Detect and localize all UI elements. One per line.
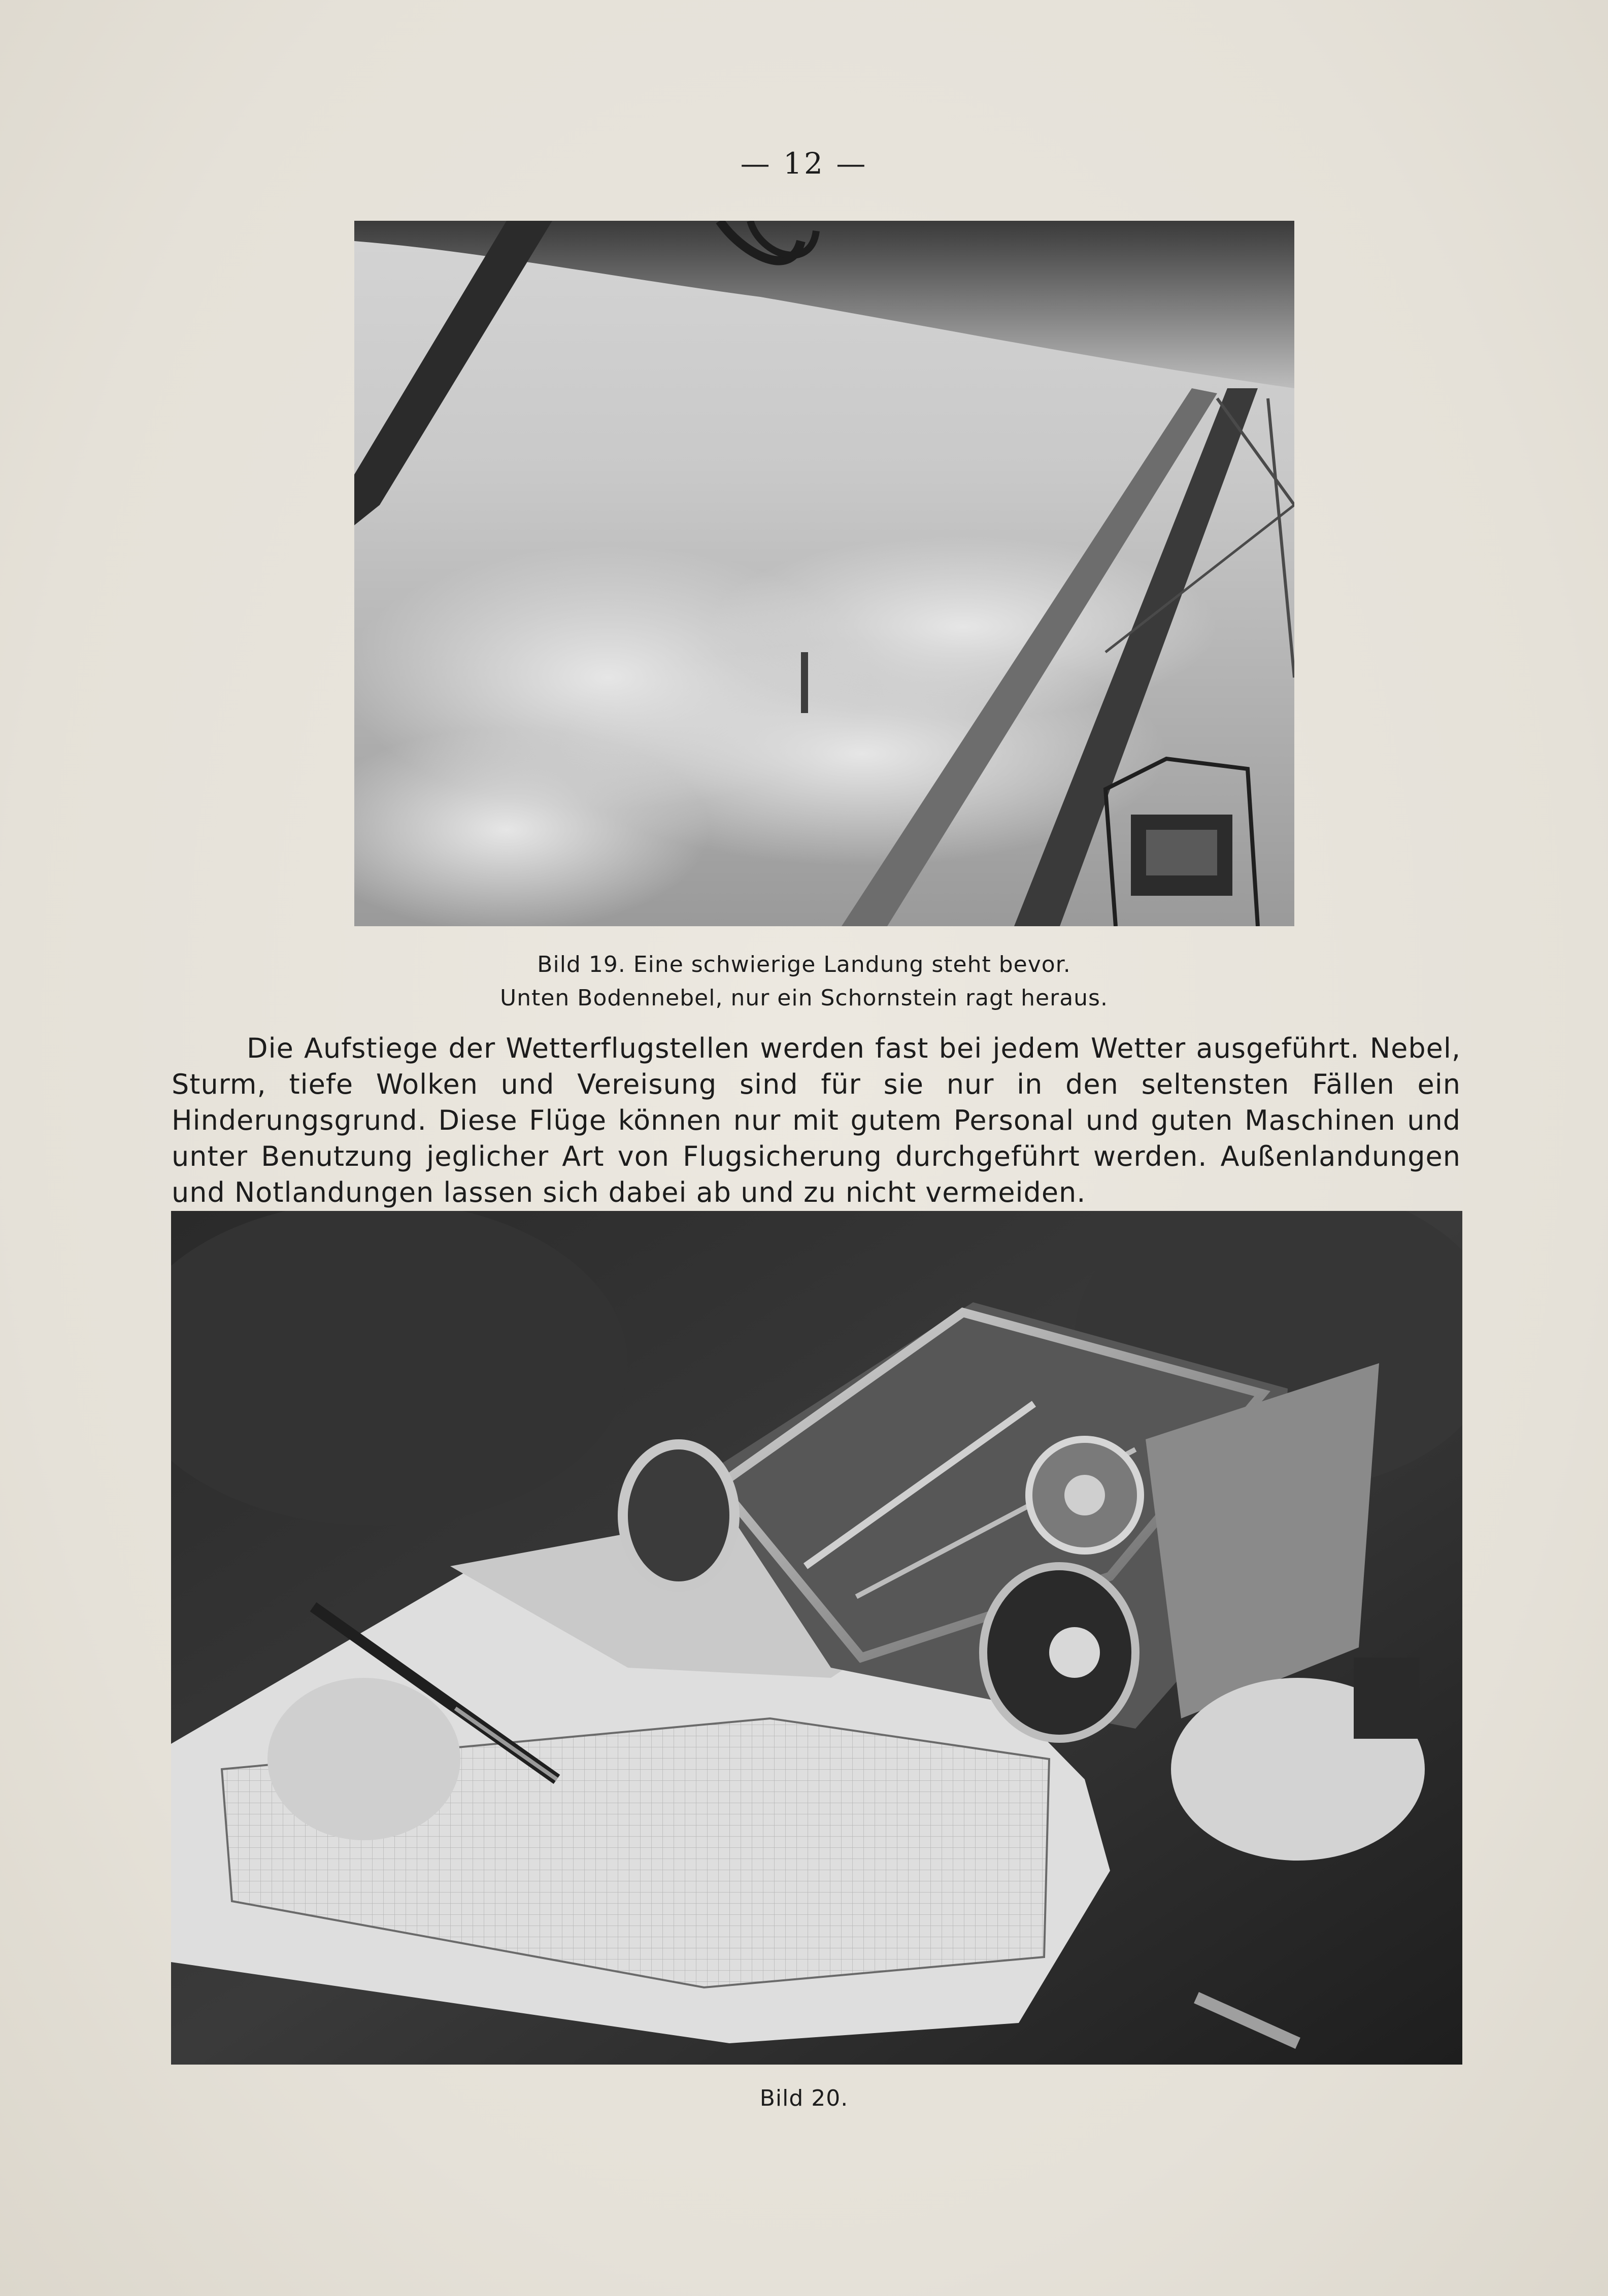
- photo-meteorograph-chart: [171, 1211, 1462, 2065]
- body-paragraph: [172, 1030, 1461, 1210]
- photo-aerial-fog-chimney: [354, 221, 1294, 926]
- body-paragraph-text: Die Aufstiege der Wetterflugstellen werden fast bei jedem Wetter ausgeführt. Nebel, Sturm, tiefe Wolken und Vereisung sind für sie nur in den seltensten Fällen ein Hinderungsgrund. Diese Flüge können nur mit gutem Personal und guten Maschinen und unter Benutzung jeglicher Art von Flugsicherung durchgeführt werden. Außenlandungen und Notlandungen lassen sich dabei ab und zu nicht vermeiden.: [172, 1032, 1461, 1208]
- figure-20-caption: Bild 20.: [759, 2085, 849, 2111]
- page-number: — 12 —: [740, 146, 868, 181]
- figure-19-caption-line2: Unten Bodennebel, nur ein Schornstein ragt heraus.: [500, 985, 1108, 1011]
- figure-19-caption: [406, 948, 1202, 1015]
- figure-19-caption-line1: Bild 19. Eine schwierige Landung steht bevor.: [537, 952, 1071, 977]
